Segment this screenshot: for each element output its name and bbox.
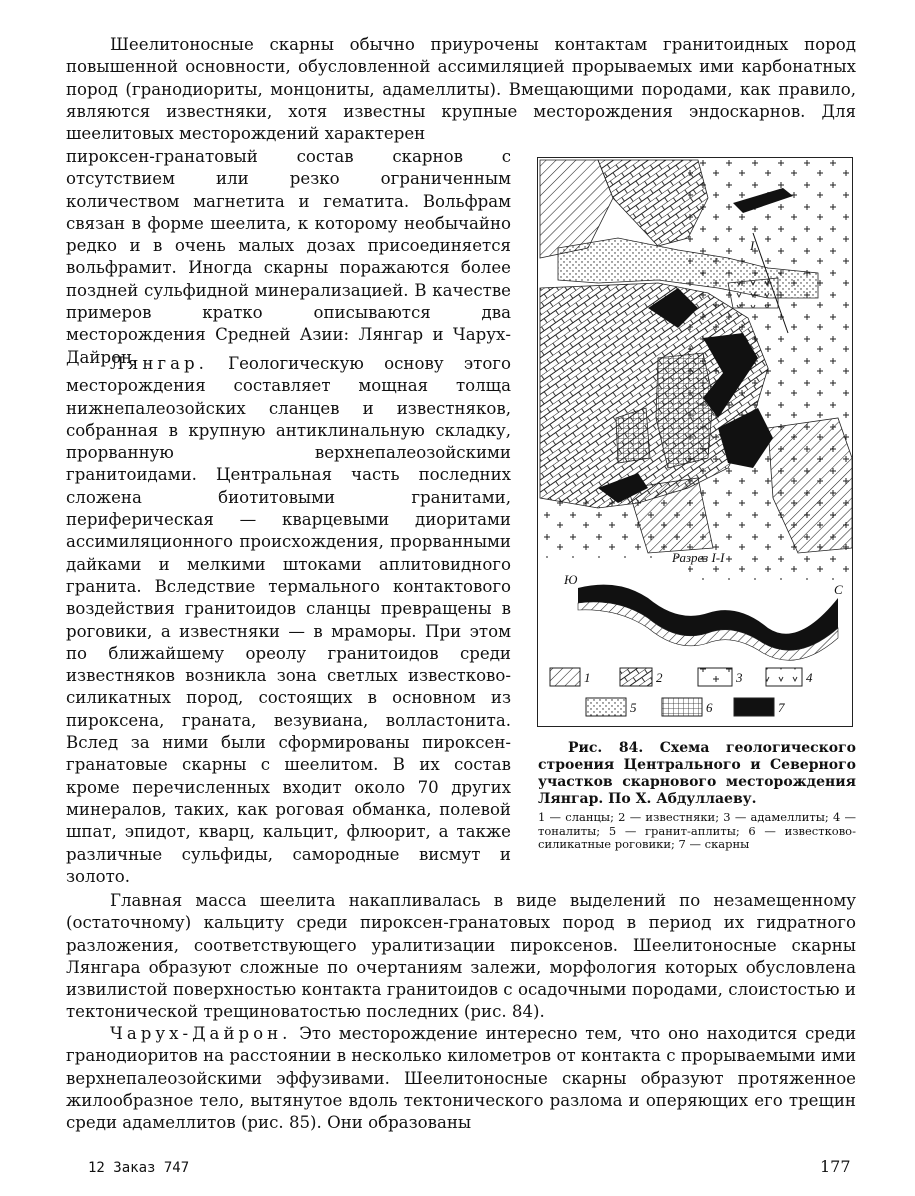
paragraph-charukh [66, 1023, 856, 1134]
footer-order: 12 Заказ 747 [88, 1160, 190, 1176]
legend-swatch-7 [734, 698, 774, 716]
legend-label-5: 5 [630, 700, 637, 715]
paragraph-intro-continued: пироксен-гранатовый состав скарнов с отсутствием или резко ограниченным количеством магнетита и гематита. Вольфрам связан в форме шеелита, к которому необычайно редко и в очень малых дозах присоединяется вольфрамит. Иногда скарны поражаются более поздней сульфидной минерализацией. В качестве примеров кратко описываются два месторождения Средней Азии: Лянгар и Чарух-Дайрон. [66, 147, 511, 367]
paragraph-scheelite: Главная масса шеелита накапливалась в виде выделений по незамещенному (остаточному) кальциту среди пироксен-гранатовых пород в период их гидратного разложения, соответствующего уралитизации пироксенов. Шеелитоносные скарны Лянгара образуют сложные по очертаниям залежи, морфология которых обусловлена извилистой поверхностью контакта гранитоидов с осадочными породами, слоистостью и тектонической трещиноватостью последних (рис. 84). [66, 891, 856, 1022]
section-label: Разрез I-I [672, 550, 725, 565]
section-title-charukh: Чарух-Дайрон. [110, 1024, 292, 1043]
paragraph-intro: Шеелитоносные скарны обычно приурочены контактам гранитоидных пород повышенной основности, обусловленной ассимиляцией прорываемых ими карбонатных пород (гранодиориты, монцониты, адамеллиты). Вмещающими породами, как правило, являются известняки, хотя известны крупные месторождения эндоскарнов. Для шеелитовых месторождений характерен [66, 35, 856, 144]
legend-swatch-2 [620, 668, 652, 686]
paragraph-lyangar-text: Геологическую основу этого месторождения составляет мощная толща нижнепалеозойских сланцев и известняков, собранная в крупную антиклинальную складку, прорванную верхнепалеозойскими гранитоидами. Центральная часть последних сложена биотитовыми гранитами, периферическая — кварцевыми диоритами ассимиляционного происхождения, прорванными дайками и мелкими штоками аплитовидного гранита. Вследствие термального контактового воздействия гранитоидов сланцы превращены в роговики, а известняки — в мраморы. При этом по ближайшему ореолу гранитоидов среди известняков возникла зона светлых известково-силикатных пород, состоящих в основном из пироксена, граната, везувиана, волластонита. Вслед за ними были сформированы пироксен-гранатовые скарны с шеелитом. В их состав кроме перечисленных входит около 70 других минералов, таких, как роговая обманка, полевой шпат, эпидот, кварц, кальцит, флюорит, а также различные сульфиды, самородные висмут и золото. [66, 354, 511, 886]
page-number: 177 [820, 1157, 851, 1176]
geological-map [538, 158, 854, 728]
section-title-lyangar: Лянгар. [110, 354, 208, 373]
section-south-label: Ю [564, 572, 578, 587]
figure-84 [537, 157, 853, 727]
paragraph-charukh-text: Это месторождение интересно тем, что оно находится среди гранодиоритов на расстоянии в несколько километров от контакта с прорываемыми ими верхнепалеозойскими эффузивами. Шеелитоносные скарны образуют протяженное жилообразное тело, вытянутое вдоль тектонического разлома и оперяющих его трещин среди адамеллитов (рис. 85). Они образованы [66, 1024, 856, 1133]
legend-label-6: 6 [706, 700, 713, 715]
legend-label-7: 7 [778, 700, 785, 715]
paragraph-lyangar [66, 353, 511, 888]
legend-label-3: 3 [736, 670, 743, 685]
figure-legend-text: 1 — сланцы; 2 — известняки; 3 — адамеллиты; 4 — тоналиты; 5 — гранит-аплиты; 6 — известково-силикатные роговики; 7 — скарны [538, 810, 856, 851]
map-label: I [750, 238, 755, 253]
hornfels-zone-central [656, 353, 713, 468]
legend-label-4: 4 [806, 670, 813, 685]
legend-swatch-6 [662, 698, 702, 716]
legend-label-2: 2 [656, 670, 663, 685]
legend-swatch-5 [586, 698, 626, 716]
legend-label-1: 1 [584, 670, 591, 685]
legend-swatch-4 [766, 668, 802, 686]
section-north-label: С [834, 582, 843, 597]
legend-swatch-1 [550, 668, 580, 686]
hornfels-zone-west [616, 408, 650, 463]
figure-caption: Рис. 84. Схема геологического строения Центрального и Северного участков скарнового месторождения Лянгар. По Х. Абдуллаеву. [538, 740, 856, 807]
legend [550, 668, 813, 716]
legend-swatch-3 [698, 668, 732, 686]
